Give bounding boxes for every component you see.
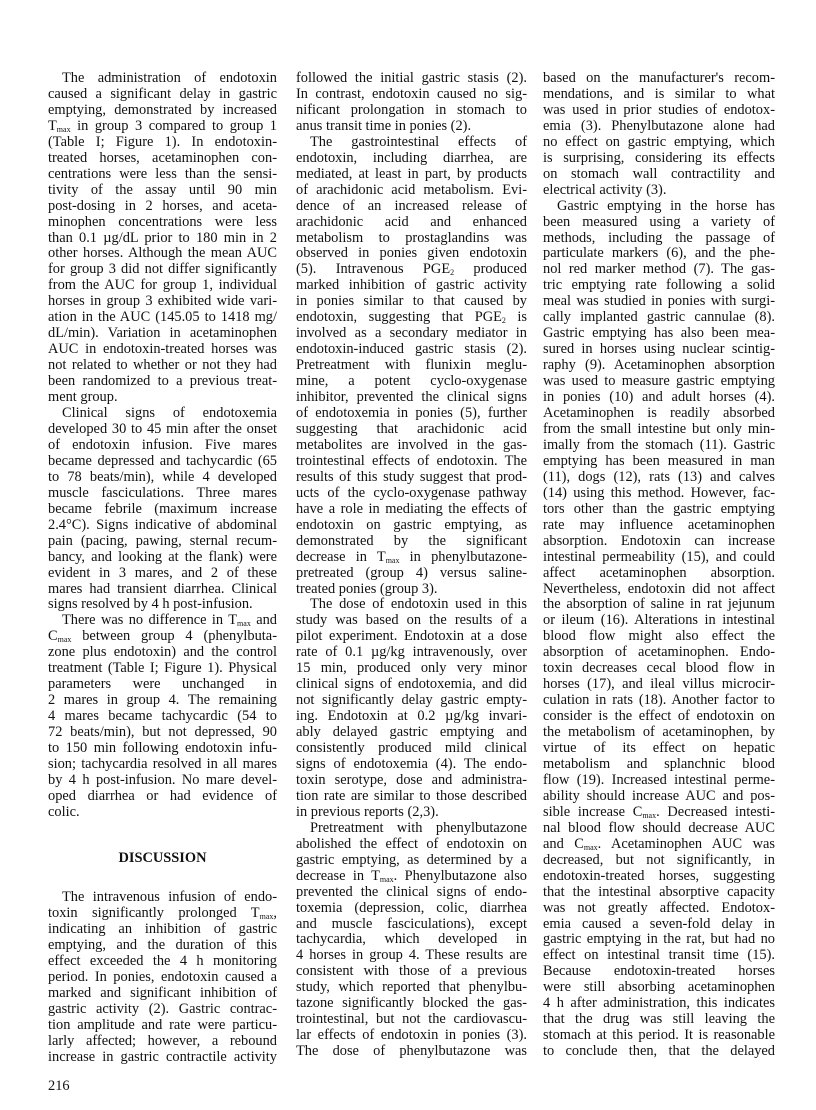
text-line: $C_{max}$ between group 4 (phenylbuta- (48, 628, 277, 645)
text-line: clinical signs of endotoxemia, and did (296, 676, 527, 693)
text-line: have a role in mediating the effects of (296, 500, 527, 517)
text-line: decreased, but not significantly, in (543, 851, 775, 868)
text-line: was used in prior studies of endotox- (543, 101, 775, 118)
text-line: meal was studied in ponies with surgi- (543, 293, 775, 310)
text-line: The dose of phenylbutazone was (296, 1043, 527, 1060)
text-line: other horses. Although the mean AUC (48, 245, 277, 262)
text-line: and $C_{max}$. Acetaminophen AUC was (543, 835, 775, 852)
text-line: to 78 beats/min), while 4 developed (48, 468, 277, 485)
text-line: zone plus endotoxin) and the control (48, 644, 277, 661)
text-line: became febrile (maximum increase (48, 500, 277, 517)
text-line: toxemia (depression, colic, diarrhea (296, 899, 527, 916)
text-line: for group 3 did not differ significantly (48, 261, 277, 278)
page-number: 216 (48, 1078, 70, 1094)
text-line: (Table I; Figure 1). In endotoxin- (48, 133, 277, 150)
text-line: consistent with those of a previous (296, 963, 527, 980)
text-line: abolished the effect of endotoxin on (296, 835, 527, 852)
text-line: increase in gastric contractile activity (48, 1048, 277, 1065)
text-line: endotoxin, including diarrhea, are (296, 149, 527, 166)
text-line: nol red marker method (7). The gas- (543, 261, 775, 278)
text-line: and muscle fasciculations), except (296, 915, 527, 932)
text-line: gastric emptying, as determined by a (296, 851, 527, 868)
text-line: culation in rats (18). Another factor to (543, 692, 775, 709)
text-line: ing. Endotoxin at 0.2 µg/kg invari- (296, 708, 527, 725)
text-line: minophen concentrations were less (48, 213, 277, 230)
text-line: mediated, at least in part, by products (296, 165, 527, 182)
text-line: 4 mares became tachycardic (54 to (48, 708, 277, 725)
text-line: mendations, and is similar to what (543, 85, 775, 102)
text-line: tion rate are similar to those described (296, 787, 527, 804)
text-line: tachycardia, which developed in (296, 931, 527, 948)
text-line: stomach at this period. It is reasonable (543, 1027, 775, 1044)
text-line: consistently produced mild clinical (296, 740, 527, 757)
text-line: colic. (48, 803, 80, 820)
text-line: endotoxin-treated horses, suggesting (543, 867, 775, 884)
text-line: AUC in endotoxin-treated horses was (48, 341, 277, 358)
text-line: effect on intestinal transit time (15). (543, 947, 775, 964)
text-line: bancy, and looking at the flank) were (48, 548, 277, 565)
text-line: followed the initial gastric stasis (2). (296, 70, 527, 86)
text-line: trointestinal, but not the cardiovascu- (296, 1011, 527, 1028)
text-line: emia caused a seven-fold delay in (543, 915, 775, 932)
text-line: Acetaminophen is readily absorbed (543, 405, 775, 422)
text-line: marked inhibition of gastric activity (296, 277, 527, 294)
text-line: arachidonic acid and enhanced (296, 213, 527, 230)
column-1-discussion (48, 890, 277, 1065)
text-line: toxin decreases cecal blood flow in (543, 660, 775, 677)
text-line: parameters were unchanged in (48, 676, 277, 693)
text-line: rate may influence acetaminophen (543, 516, 775, 533)
text-line: metabolites are involved in the gas- (296, 436, 527, 453)
text-line: emptying, demonstrated by increased (48, 101, 277, 118)
text-line: than 0.1 µg/dL prior to 180 min in 2 (48, 229, 277, 246)
text-line: that the drug was still leaving the (543, 1011, 775, 1028)
text-line: cally implanted gastric cannulae (8). (543, 309, 775, 326)
text-line: anus transit time in ponies (2). (296, 117, 472, 134)
text-line: (14) using this method. However, fac- (543, 484, 775, 501)
text-line: tivity of the assay until 90 min (48, 181, 277, 198)
text-line: The administration of endotoxin (62, 70, 277, 86)
text-line: study, which reported that phenylbu- (296, 979, 527, 996)
text-line: The gastrointestinal effects of (310, 133, 527, 150)
text-line: pilot experiment. Endotoxin at a dose (296, 628, 527, 645)
text-line: 72 beats/min), but not depressed, 90 (48, 724, 277, 741)
text-line: consider is the effect of endotoxin on (543, 708, 775, 725)
text-line: in previous reports (2,3). (296, 803, 439, 820)
text-line: emptying, and the duration of this (48, 936, 277, 953)
text-line: not related to whether or not they had (48, 357, 277, 374)
text-line: study was based on the results of a (296, 612, 527, 629)
text-line: effect exceeded the 4 h monitoring (48, 952, 277, 969)
text-line: pain (pacing, pawing, sternal recum- (48, 532, 277, 549)
text-line: raphy (9). Acetaminophen absorption (543, 357, 775, 374)
text-line: from the small intestine but only min- (543, 420, 775, 437)
text-line: oped diarrhea or had evidence of (48, 787, 277, 804)
text-line: signs of endotoxemia (4). The endo- (296, 755, 527, 772)
text-line: Nevertheless, endotoxin did not affect (543, 580, 775, 597)
text-line: affect acetaminophen absorption. (543, 564, 775, 581)
text-line: intestinal permeability (15), and could (543, 548, 775, 565)
text-line: metabolism to prostaglandins was (296, 229, 527, 246)
text-line: particulate markers (6), and the phe- (543, 245, 775, 262)
text-line: indicating an inhibition of gastric (48, 920, 277, 937)
text-line: 2.4°C). Signs indicative of abdominal (48, 516, 277, 533)
text-line: The dose of endotoxin used in this (310, 596, 527, 613)
text-line: There was no difference in $T_{max}$ and (62, 612, 277, 629)
text-line: by 4 h post-infusion. No mare devel- (48, 771, 277, 788)
text-line: ability should increase AUC and pos- (543, 787, 775, 804)
text-line: suggesting that arachidonic acid (296, 420, 527, 437)
column-2 (296, 71, 527, 1060)
text-line: of endotoxin infusion. Five mares (48, 436, 277, 453)
text-line: nificant prolongation in stomach to (296, 101, 527, 118)
text-line: or ileum (16). Alterations in intestinal (543, 612, 775, 629)
text-line: 4 h after administration, this indicates (543, 995, 775, 1012)
text-line: were still absorbing acetaminophen (543, 979, 775, 996)
text-line: based on the manufacturer's recom- (543, 70, 775, 86)
text-line: larly affected; however, a rebound (48, 1032, 277, 1049)
text-line: (11), dogs (12), rats (13) and calves (543, 468, 775, 485)
text-line: virtue of its effect on hepatic (543, 740, 775, 757)
section-heading-discussion: DISCUSSION (118, 850, 207, 866)
text-line: developed 30 to 45 min after the onset (48, 420, 277, 437)
text-line: centrations were less than the sensi- (48, 165, 277, 182)
text-line: gastric emptying in the rat, but had no (543, 931, 775, 948)
text-line: from the AUC for group 1, individual (48, 277, 277, 294)
text-line: been measured using a variety of (543, 213, 775, 230)
text-line: endotoxin on gastric emptying, as (296, 516, 527, 533)
text-line: evident in 3 mares, and 2 of these (48, 564, 277, 581)
text-line: that the intestinal absorptive capacity (543, 883, 775, 900)
text-line: results of this study suggest that prod- (296, 468, 527, 485)
text-line: demonstrated by the significant (296, 532, 527, 549)
text-line: electrical activity (3). (543, 181, 667, 198)
text-line: tors other than the gastric emptying (543, 500, 775, 517)
text-line: no effect on gastric emptying, which (543, 133, 775, 150)
text-line: horses in group 3 exhibited wide vari- (48, 293, 277, 310)
text-line: rate of 0.1 µg/kg intravenously, over (296, 644, 527, 661)
text-line: post-dosing in 2 horses, and aceta- (48, 197, 277, 214)
text-line: toxin serotype, dose and administra- (296, 771, 527, 788)
text-line: sured in horses using nuclear scintig- (543, 341, 775, 358)
text-line: sible increase $C_{max}$. Decreased intesti- (543, 803, 775, 820)
text-line: observed in ponies given endotoxin (296, 245, 527, 262)
text-line: in ponies similar to that caused by (296, 293, 527, 310)
text-line: 15 min, produced only very minor (296, 660, 527, 677)
text-line: trointestinal effects of endotoxin. The (296, 452, 527, 469)
text-line: Pretreatment with phenylbutazone (310, 819, 527, 836)
column-1-results (48, 71, 277, 821)
text-line: ation in the AUC (145.05 to 1418 mg/ (48, 309, 277, 326)
text-line: gastric activity (2). Gastric contrac- (48, 1000, 277, 1017)
text-line: the absorption of saline in rat jejunum (543, 596, 775, 613)
text-line: mine, a potent cyclo-oxygenase (296, 373, 527, 390)
text-line: decrease in $T_{max}$ in phenylbutazone- (296, 548, 527, 565)
text-line: treated horses, acetaminophen con- (48, 149, 277, 166)
text-line: emptying has been measured in man (543, 452, 775, 469)
text-line: of endotoxemia in ponies (5), further (296, 405, 527, 422)
text-line: in ponies (10) and adult horses (4). (543, 389, 775, 406)
text-line: toxin significantly prolonged $T_{max}$, (48, 904, 277, 921)
text-line: involved as a secondary mediator in (296, 325, 527, 342)
text-line: dence of an increased release of (296, 197, 527, 214)
text-line: 4 horses in group 4. These results are (296, 947, 527, 964)
text-line: to conclude then, that the delayed (543, 1043, 775, 1060)
text-line: emia (3). Phenylbutazone alone had (543, 117, 775, 134)
text-line: decrease in $T_{max}$. Phenylbutazone also (296, 867, 527, 884)
text-line: flow (19). Increased intestinal perme- (543, 771, 775, 788)
text-line: metabolism and splanchnic blood (543, 755, 775, 772)
text-line: horses (17), and ileal villus microcir- (543, 676, 775, 693)
text-line: period. In ponies, endotoxin caused a (48, 968, 277, 985)
text-line: marked and significant inhibition of (48, 984, 277, 1001)
text-line: Clinical signs of endotoxemia (62, 405, 277, 422)
text-line: mares had transient diarrhea. Clinical (48, 580, 277, 597)
text-line: tazone significantly blocked the gas- (296, 995, 527, 1012)
text-line: pretreated (group 4) versus saline- (296, 564, 527, 581)
text-line: been randomized to a previous treat- (48, 373, 277, 390)
text-line: absorption of acetaminophen. Endo- (543, 644, 775, 661)
text-line: was used to measure gastric emptying (543, 373, 775, 390)
text-line: not significantly delay gastric empty- (296, 692, 527, 709)
text-line: ably delayed gastric emptying and (296, 724, 527, 741)
text-line: The intravenous infusion of endo- (62, 889, 277, 905)
text-line: Gastric emptying in the horse has (557, 197, 775, 214)
text-line: the metabolism of acetaminophen, by (543, 724, 775, 741)
text-line: muscle fasciculations. Three mares (48, 484, 277, 501)
text-line: $T_{max}$ in group 3 compared to group 1 (48, 117, 277, 134)
text-line: signs resolved by 4 h post-infusion. (48, 596, 253, 613)
text-line: endotoxin-induced gastric stasis (2). (296, 341, 527, 358)
text-line: to 150 min following endotoxin infu- (48, 740, 277, 757)
text-line: ucts of the cyclo-oxygenase pathway (296, 484, 527, 501)
text-line: inhibitor, prevented the clinical signs (296, 389, 527, 406)
text-line: became depressed and tachycardic (65 (48, 452, 277, 469)
text-line: tion amplitude and rate were particu- (48, 1016, 277, 1033)
text-line: of arachidonic acid metabolism. Evi- (296, 181, 527, 198)
column-3 (543, 71, 775, 1060)
text-line: imally from the stomach (11). Gastric (543, 436, 775, 453)
text-line: on stomach wall contractility and (543, 165, 775, 182)
text-line: sion; tachycardia resolved in all mares (48, 755, 277, 772)
text-line: was not greatly affected. Endotox- (543, 899, 775, 916)
text-line: tric emptying rate following a solid (543, 277, 775, 294)
text-line: Gastric emptying has also been mea- (543, 325, 775, 342)
text-line: In contrast, endotoxin caused no sig- (296, 85, 527, 102)
text-line: nal blood flow should decrease AUC (543, 819, 775, 836)
text-line: prevented the clinical signs of endo- (296, 883, 527, 900)
text-line: blood flow might also effect the (543, 628, 775, 645)
text-line: methods, including the passage of (543, 229, 775, 246)
text-line: lar effects of endotoxin in ponies (3). (296, 1027, 527, 1044)
text-line: endotoxin, suggesting that $PGE_2$ is (296, 309, 527, 326)
text-line: ment group. (48, 389, 118, 406)
text-line: Pretreatment with flunixin meglu- (296, 357, 527, 374)
text-line: dL/min). Variation in acetaminophen (48, 325, 277, 342)
text-line: 2 mares in group 4. The remaining (48, 692, 277, 709)
text-line: treatment (Table I; Figure 1). Physical (48, 660, 277, 677)
text-line: Because endotoxin-treated horses (543, 963, 775, 980)
text-line: is surprising, considering its effects (543, 149, 775, 166)
text-line: (5). Intravenous $PGE_2$ produced (296, 261, 527, 278)
text-line: treated ponies (group 3). (296, 580, 438, 597)
text-line: caused a significant delay in gastric (48, 85, 277, 102)
text-line: absorption. Endotoxin can increase (543, 532, 775, 549)
